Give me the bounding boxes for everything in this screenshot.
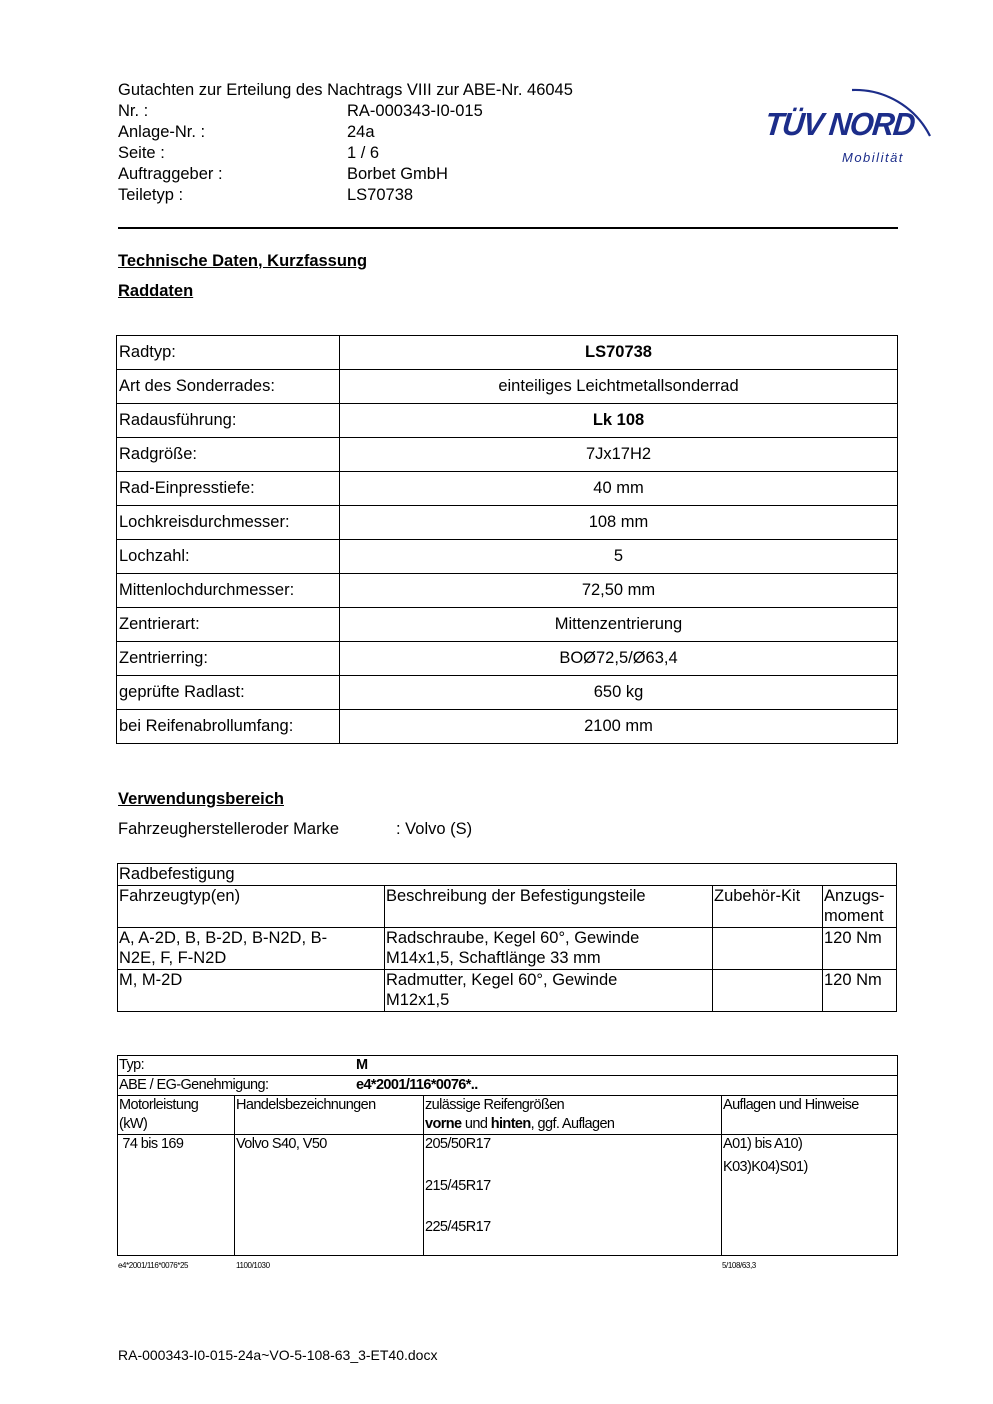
logo-subtitle: Mobilität: [842, 150, 904, 165]
cell-fahrzeugtyp: A, A-2D, B, B-2D, B-N2D, B- N2E, F, F-N2D: [118, 927, 385, 969]
raddaten-label: bei Reifenabrollumfang:: [117, 710, 340, 744]
cell-reifengroessen: [424, 1135, 722, 1256]
raddaten-label: Radtyp:: [117, 336, 340, 370]
abe-value: e4*2001/116*0076*..: [356, 1077, 478, 1093]
abe-row: [118, 1076, 898, 1096]
reifen-header-rest: , ggf. Auflagen: [530, 1116, 615, 1132]
raddaten-label: Radgröße:: [117, 438, 340, 472]
col-header-fahrzeugtyp: Fahrzeugtyp(en): [118, 885, 385, 927]
cell-beschreibung: Radschraube, Kegel 60°, Gewinde M14x1,5, Schaftlänge 33 mm: [385, 927, 713, 969]
header-field-teiletyp: [118, 185, 573, 206]
col-header-zubehoer-kit: Zubehör-Kit: [713, 885, 823, 927]
cell-fahrzeugtyp: M, M-2D: [118, 969, 385, 1011]
reifen-size: 215/45R17: [425, 1178, 491, 1194]
typ-genehmigung-table: [117, 1055, 898, 1256]
table-row: [117, 506, 898, 540]
table-row: [118, 969, 897, 1011]
table-row: [117, 710, 898, 744]
table-row: [117, 438, 898, 472]
header-field-label: Teiletyp :: [118, 186, 184, 204]
reifen-header-vorne: vorne: [425, 1116, 462, 1132]
table-row: [117, 540, 898, 574]
cell-handelsbezeichnungen: Volvo S40, V50: [235, 1135, 424, 1256]
typ-row: [118, 1056, 898, 1076]
table-row: [117, 574, 898, 608]
raddaten-value: 72,50 mm: [340, 574, 898, 608]
radbefestigung-title: Radbefestigung: [118, 864, 897, 886]
typ-header-row: [118, 1096, 898, 1135]
code-pcd: 5/108/63,3: [722, 1261, 756, 1270]
reifen-header-line1: zulässige Reifengrößen: [425, 1097, 565, 1113]
col-header-motorleistung: Motorleistung (kW): [118, 1096, 235, 1135]
reifen-size: 225/45R17: [425, 1219, 491, 1235]
raddaten-label: Mittenlochdurchmesser:: [117, 574, 340, 608]
raddaten-label: Lochkreisdurchmesser:: [117, 506, 340, 540]
header-field-label: Auftraggeber :: [118, 165, 223, 183]
table-row: [117, 336, 898, 370]
header-field-value: 24a: [347, 123, 375, 141]
raddaten-value: BOØ72,5/Ø63,4: [340, 642, 898, 676]
col-header-anzugsmoment: Anzugs- moment: [823, 885, 897, 927]
reifen-header-und: und: [461, 1116, 491, 1132]
raddaten-label: Rad-Einpresstiefe:: [117, 472, 340, 506]
table-row: [117, 642, 898, 676]
fahrzeughersteller-line: [118, 820, 472, 839]
raddaten-label: Lochzahl:: [117, 540, 340, 574]
section-title-technische-daten: Technische Daten, Kurzfassung: [118, 252, 368, 270]
col-header-reifengroessen: [424, 1096, 722, 1135]
reifen-size: 205/50R17: [425, 1136, 491, 1152]
raddaten-value: 650 kg: [340, 676, 898, 710]
header-field-label: Seite :: [118, 144, 165, 162]
header-field-anlage: [118, 122, 573, 143]
code-ec-approval: e4*2001/116*0076*25: [118, 1261, 189, 1270]
footer-filename: RA-000343-I0-015-24a~VO-5-108-63_3-ET40.docx: [118, 1347, 438, 1363]
cell-anzugsmoment: 120 Nm: [823, 927, 897, 969]
raddaten-value: 40 mm: [340, 472, 898, 506]
cell-zubehoer-kit: [713, 927, 823, 969]
header-field-label: Anlage-Nr. :: [118, 123, 206, 141]
abe-label: ABE / EG-Genehmigung:: [119, 1077, 269, 1093]
raddaten-value: Lk 108: [340, 404, 898, 438]
header-field-auftraggeber: [118, 164, 573, 185]
table-row: [117, 472, 898, 506]
raddaten-value: 108 mm: [340, 506, 898, 540]
header-field-value: LS70738: [347, 186, 414, 204]
document-title: Gutachten zur Erteilung des Nachtrags VIII zur ABE-Nr. 46045: [118, 81, 573, 99]
raddaten-value: LS70738: [340, 336, 898, 370]
typ-value: M: [356, 1057, 368, 1073]
header-field-nr: [118, 101, 573, 122]
raddaten-label: geprüfte Radlast:: [117, 676, 340, 710]
cell-motorleistung: 74 bis 169: [118, 1135, 235, 1256]
tuv-nord-logo: [762, 58, 942, 173]
auflage-line: K03)K04)S01): [723, 1159, 808, 1175]
table-row: [117, 608, 898, 642]
cell-auflagen: [722, 1135, 898, 1256]
raddaten-value: 5: [340, 540, 898, 574]
raddaten-label: Art des Sonderrades:: [117, 370, 340, 404]
header-field-value: 1 / 6: [347, 144, 380, 162]
reifen-header-hinten: hinten: [490, 1116, 531, 1132]
header-field-seite: [118, 143, 573, 164]
cell-beschreibung: Radmutter, Kegel 60°, Gewinde M12x1,5: [385, 969, 713, 1011]
cell-anzugsmoment: 120 Nm: [823, 969, 897, 1011]
raddaten-value: 7Jx17H2: [340, 438, 898, 472]
raddaten-table: [116, 335, 898, 744]
raddaten-label: Zentrierring:: [117, 642, 340, 676]
fahrzeughersteller-label: Fahrzeugherstelleroder Marke: [118, 820, 340, 838]
table-row: [117, 370, 898, 404]
table-row: [117, 404, 898, 438]
raddaten-label: Radausführung:: [117, 404, 340, 438]
header-field-value: Borbet GmbH: [347, 165, 448, 183]
logo-wordmark: TÜV NORD: [763, 106, 916, 142]
table-row: [118, 1135, 898, 1256]
auflage-line: A01) bis A10): [723, 1136, 803, 1152]
raddaten-value: einteiliges Leichtmetallsonderrad: [340, 370, 898, 404]
typ-label: Typ:: [119, 1057, 144, 1073]
radbefestigung-header-row: [118, 885, 897, 927]
col-header-handelsbezeichnungen: Handelsbezeichnungen: [235, 1096, 424, 1135]
col-header-beschreibung: Beschreibung der Befestigungsteile: [385, 885, 713, 927]
table-row: [117, 676, 898, 710]
section-title-raddaten: Raddaten: [118, 282, 194, 300]
raddaten-label: Zentrierart:: [117, 608, 340, 642]
header-field-value: RA-000343-I0-015: [347, 102, 483, 120]
radbefestigung-table: [117, 863, 897, 1012]
raddaten-value: Mittenzentrierung: [340, 608, 898, 642]
code-1100-1030: 1100/1030: [236, 1261, 270, 1270]
table-row: [118, 927, 897, 969]
header-divider: [118, 227, 898, 229]
document-header: [118, 80, 573, 206]
col-header-auflagen: Auflagen und Hinweise: [722, 1096, 898, 1135]
section-title-verwendungsbereich: Verwendungsbereich: [118, 790, 284, 808]
raddaten-value: 2100 mm: [340, 710, 898, 744]
header-field-label: Nr. :: [118, 102, 149, 120]
cell-zubehoer-kit: [713, 969, 823, 1011]
fahrzeughersteller-value: : Volvo (S): [396, 820, 473, 838]
